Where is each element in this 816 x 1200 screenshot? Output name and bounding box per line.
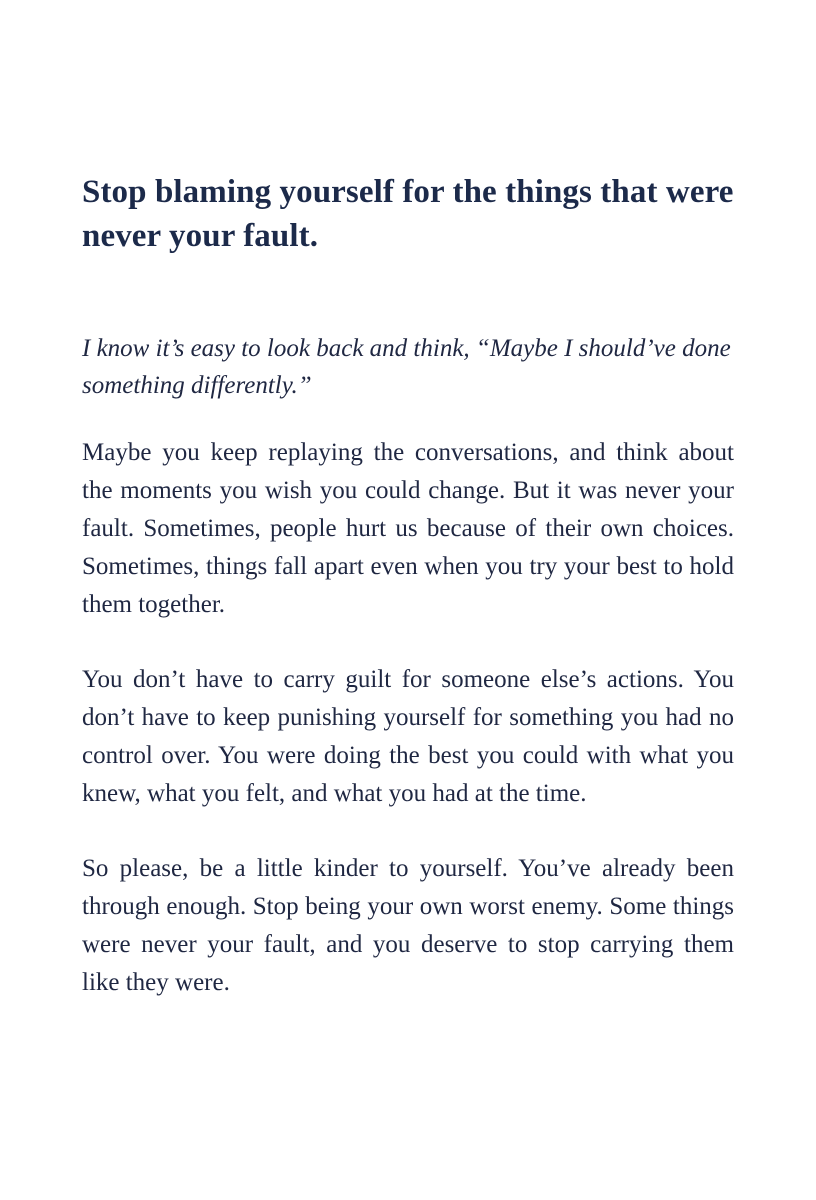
- body-paragraph-3: So please, be a little kinder to yourself. You’ve already been through enough. Stop being your own worst enemy. Some things were never your fault, and you deserve to stop carrying them like they were.: [82, 855, 734, 996]
- body-paragraph-1: Maybe you keep replaying the conversations, and think about the moments you wish you could change. But it was never your fault. Sometimes, people hurt us because of their own choices. Sometimes, things fall apart even when you try your best to hold them together.: [82, 439, 734, 618]
- intro-quote: I know it’s easy to look back and think, “Maybe I should’ve done something differently.”: [82, 335, 731, 399]
- body-paragraph-2: You don’t have to carry guilt for someone else’s actions. You don’t have to keep punishing yourself for something you had no control over. You were doing the best you could with what you knew, what you felt, and what you had at the time.: [82, 666, 734, 807]
- page-title: Stop blaming yourself for the things that were never your fault.: [82, 174, 734, 254]
